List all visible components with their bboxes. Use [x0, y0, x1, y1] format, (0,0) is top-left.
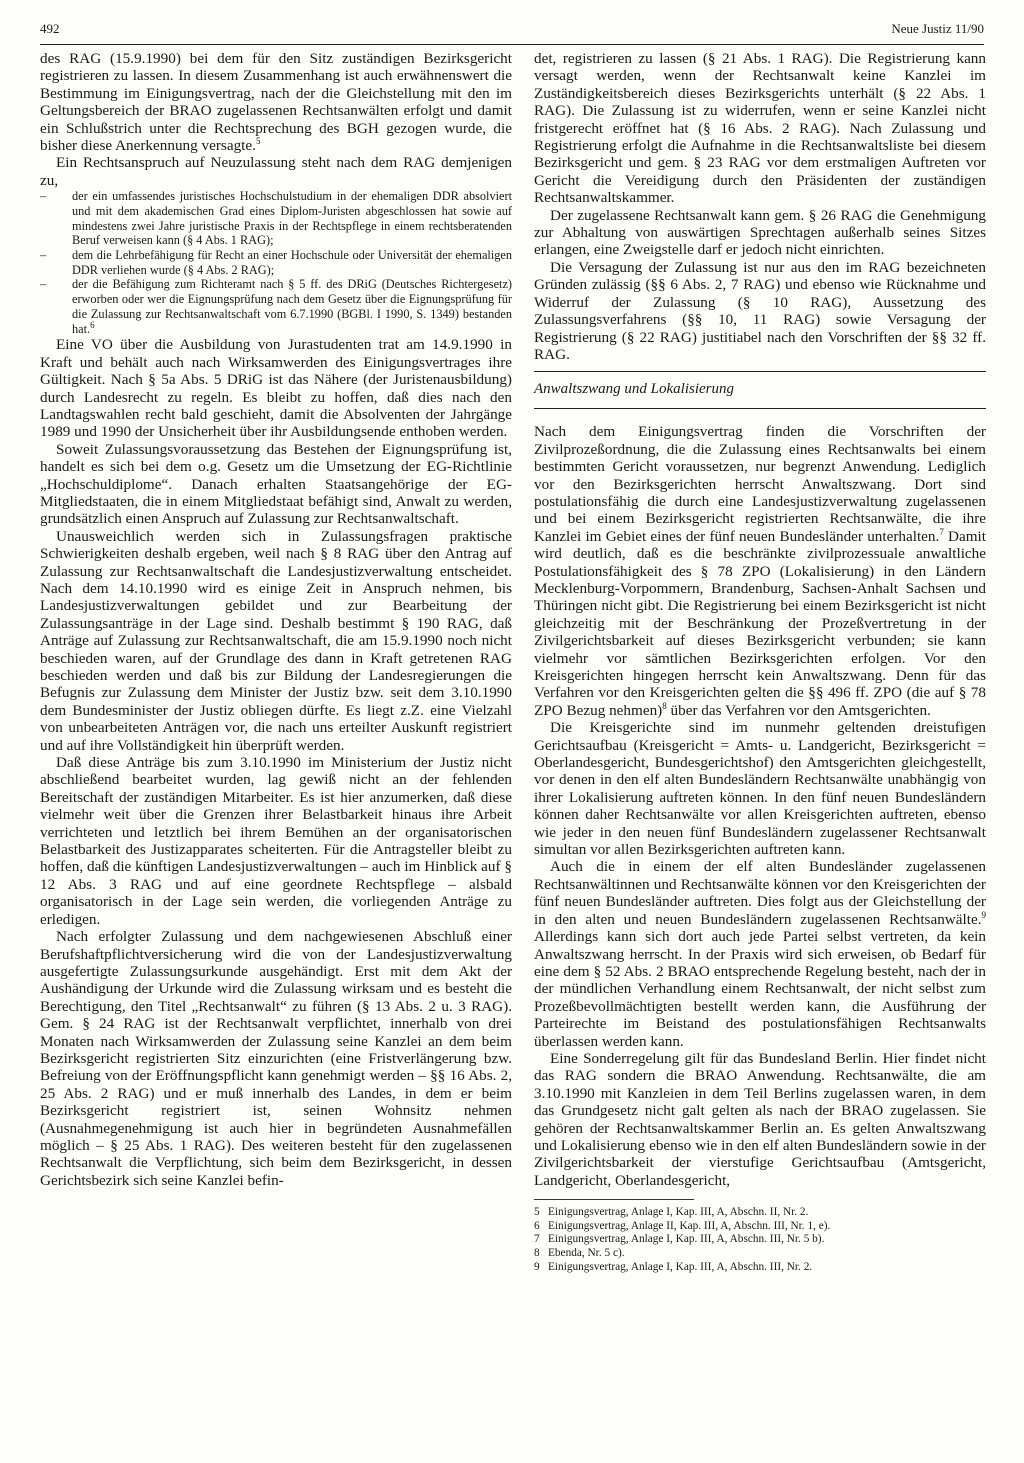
paragraph: des RAG (15.9.1990) bei dem für den Sitz zuständigen Bezirksgericht registrieren zu lassen. In diesem Zusammenhang ist auch erwähnenswert die Bestimmung im Einigungsvertrag, nach der die Gleichstellung mit den im Geltungsbereich der BRAO zugelassenen Rechtsanwälten erfolgt und damit ein Schlußstrich unter die Rechtsprechung des BGH gezogen wurde, die bisher diese Anerkennung versagte.$^5$ [40, 50, 512, 155]
footnote: 5 Einigungsvertrag, Anlage I, Kap. III, A, Abschn. II, Nr. 2. [534, 1206, 809, 1219]
footnotes [534, 1206, 986, 1274]
header-rule [40, 44, 984, 45]
paragraph: Soweit Zulassungsvoraussetzung das Bestehen der Eignungsprüfung ist, handelt es sich bei dem o.g. Gesetz um die Umsetzung der EG-Richtlinie „Hochschuldiplome“. Danach erhalten Staatsangehörige der EG-Mitgliedstaaten, die in einem Mitgliedstaat befähigt sind, Anwalt zu werden, grundsätzlich einen Anspruch auf Zulassung zur Rechtsanwaltschaft. [40, 440, 512, 528]
footnote-ref: 6 [90, 319, 95, 330]
entitlement-list [40, 189, 512, 336]
footnote-ref: 5 [255, 135, 261, 146]
paragraph: Nach dem Einigungsvertrag finden die Vorschriften der Zivilprozeßordnung, die die Zulassung eines Rechtsanwalts bei einem bestimmten Gericht voraussetzen, nur begrenzt Anwendung. Lediglich vor den Bezirksgerichten herrscht Anwaltszwang. Dort sind postulationsfähig die durch eine Landesjustizverwaltung zugelassenen und bei einem Bezirksgericht registrierten Rechtsanwälte, die ihre Kanzlei im Gebiet eines der fünf neuen Bundesländer unterhalten.$^7$ Damit wird deutlich, daß es die beschränkte zivilprozessuale anwaltliche Postulationsfähigkeit des § 78 ZPO (Lokalisierung) in den Ländern Mecklenburg-Vorpommern, Brandenburg, Sachsen-Anhalt Sachsen und Thüringen nicht gibt. Die Registrierung bei einem Bezirksgericht ist nicht gleichzeitig mit der Beschränkung der Prozeßvertretung in der Zivilgerichtsbarkeit auf dieses Bezirksgericht verbunden; sie kann vielmehr vor sämtlichen Bezirksgerichten erfolgen. Vor den Kreisgerichten hingegen herrscht kein Anwaltszwang. Denn für das Verfahren vor den Kreisgerichten gelten die §§ 496 ff. ZPO (die auf § 78 ZPO Bezug nehmen)$^8$ über das Verfahren vor den Amtsgerichten. [534, 423, 986, 719]
footnote: 7 Einigungsvertrag, Anlage I, Kap. III, A, Abschn. III, Nr. 5 b). [534, 1233, 825, 1246]
paragraph: Eine VO über die Ausbildung von Jurastudenten trat am 14.9.1990 in Kraft und behält auch nach Wirksamwerden des Einigungsvertrages ihre Gültigkeit. Nach § 5a Abs. 5 DRiG ist das Nähere (der Juristenausbildung) durch Landesrecht zu regeln. Es bleibt zu hoffen, daß dies nach den Landtagswahlen recht bald geschieht, damit die Absolventen der Jahrgänge 1989 und 1990 der Unsicherheit über ihr Ausbildungsende enthoben werden. [40, 336, 512, 441]
journal-issue: Neue Justiz 11/90 [891, 21, 984, 36]
list-item: – der die Befähigung zum Richteramt nach § 5 ff. des DRiG (Deutsches Richtergesetz) erworben oder wer die Eignungsprüfung nach dem Gesetz über die Eignungsprüfung für die Zulassung zur Rechtsanwaltschaft vom 6.7.1990 (BGBl. I 1990, S. 1349) bestanden hat.$^6$ [40, 277, 512, 336]
right-column [534, 50, 986, 1274]
paragraph: Daß diese Anträge bis zum 3.10.1990 im Ministerium der Justiz nicht abschließend bearbeitet wurden, lag gewiß nicht an der fehlenden Bereitschaft der zuständigen Mitarbeiter. Es ist hier anzumerken, daß diese vielmehr weit über die Grenzen ihrer Belastbarkeit hinaus ihre Arbeit verrichteten und letztlich bei ihrem Bemühen an der organisatorischen Belastbarkeit des Justizapparates scheiterten. Für die Antragsteller bleibt zu hoffen, daß die künftigen Landesjustizverwaltungen – auch im Hinblick auf § 12 Abs. 3 RAG und auf eine geordnete Rechtspflege – alsbald organisatorisch in der Lage sein werden, die vorliegenden Anträge zu erledigen. [40, 754, 512, 928]
paragraph: Eine Sonderregelung gilt für das Bundesland Berlin. Hier findet nicht das RAG sondern die BRAO Anwendung. Rechtsanwälte, die am 3.10.1990 mit Kanzleien in dem Teil Berlins zugelassen waren, in dem das Grundgesetz nicht galt gelten als nach der BRAO zugelassen. Sie gehören der Rechtsanwaltskammer Berlin an. Es gelten Anwaltszwang und Lokalisierung ebenso wie in den elf alten Bundesländern sowie in der Zivilgerichtsbarkeit der vierstufige Gerichtsaufbau (Amtsgericht, Landgericht, Oberlandesgericht, [534, 1049, 986, 1189]
footnote-ref: 8 [662, 700, 667, 711]
paragraph: Auch die in einem der elf alten Bundesländer zugelassenen Rechtsanwältinnen und Rechtsanwälte können vor den Kreisgerichten der fünf neuen Bundesländer auftreten. Dies folgt aus der Gleichstellung der in den alten und neuen Bundesländern zugelassenen Rechtsanwälte.$^9$ Allerdings kann sich dort auch jede Partei selbst vertreten, da kein Anwaltszwang herrscht. In der Praxis wird sich erweisen, ob Bedarf für eine dem § 52 Abs. 2 BRAO entsprechende Regelung besteht, nach der in der mündlichen Verhandlung einem Rechtsanwalt, der nicht selbst zum Prozeßbevollmächtigten bestellt werden kann, die Ausführung der Parteirechte im Beistand des postulationsfähigen Rechtsanwalts überlassen werden kann. [534, 858, 986, 1050]
footnote: 9 Einigungsvertrag, Anlage I, Kap. III, A, Abschn. III, Nr. 2. [534, 1260, 813, 1273]
footnote-ref: 9 [981, 909, 986, 920]
paragraph: Unausweichlich werden sich in Zulassungsfragen praktische Schwierigkeiten deshalb ergeben, weil nach § 8 RAG über den Antrag auf Zulassung zur Rechtsanwaltschaft die Landesjustizverwaltung entscheidet. Nach dem 14.10.1990 wird es einige Zeit in Anspruch nehmen, bis Landesjustizverwaltungen gebildet und zur Bearbeitung der Zulassungsanträge in der Lage sind. Deshalb bestimmt § 190 RAG, daß Anträge auf Zulassung zur Rechtsanwaltschaft, die am 15.9.1990 noch nicht beschieden waren, auf der Grundlage des dann in Kraft getretenen RAG beschieden werden und daß bis zur Bildung der Landesregierungen die Befugnis zur Zulassung dem Minister der Justiz bzw. seit dem 3.10.1990 dem Bundesminister der Justiz obliegen dürfte. Es liegt z.Z. eine Vielzahl von unbearbeiteten Anträgen vor, die nach uns erteilter Auskunft registriert und auf ihre Vollständigkeit hin überprüft werden. [40, 527, 512, 754]
footnote: 8 Ebenda, Nr. 5 c). [534, 1246, 625, 1259]
page-header [40, 18, 984, 40]
list-item: – dem die Lehrbefähigung für Recht an einer Hochschule oder Universität der ehemaligen DDR verliehen wurde (§ 4 Abs. 2 RAG); [40, 248, 512, 277]
page-number: 492 [40, 21, 60, 36]
paragraph: Der zugelassene Rechtsanwalt kann gem. § 26 RAG die Genehmigung zur Abhaltung von auswärtigen Sprechtagen außerhalb seines Sitzes erlangen, eine Zweigstelle darf er jedoch nicht einrichten. [534, 206, 986, 259]
paragraph: Die Versagung der Zulassung ist nur aus den im RAG bezeichneten Gründen zulässig (§§ 6 Abs. 2, 7 RAG) und ebenso wie Rücknahme und Widerruf der Zulassung (§ 10 RAG), Aussetzung des Zulassungsverfahrens (§§ 10, 11 RAG) sowie Versagung der Registrierung (§ 22 RAG) justitiabel nach den Vorschriften der §§ 32 ff. RAG. [534, 258, 986, 363]
paragraph: Nach erfolgter Zulassung und dem nachgewiesenen Abschluß einer Berufshaftpflichtversicherung wird die von der Landesjustizverwaltung ausgefertigte Zulassungsurkunde ausgehändigt. Erst mit dem Akt der Aushändigung der Urkunde wird die Zulassung wirksam und es besteht die Berechtigung, den Titel „Rechtsanwalt“ zu führen (§ 13 Abs. 2 u. 3 RAG). Gem. § 24 RAG ist der Rechtsanwalt verpflichtet, innerhalb von drei Monaten nach Wirksamwerden der Zulassung seine Kanzlei an dem beim Bezirksgericht registrierten Sitz einzurichten (eine Fristverlängerung bzw. Befreiung von der Eröffnungspflicht kann genehmigt werden – §§ 16 Abs. 2, 25 Abs. 2 RAG) und er muß innerhalb des Landes, in dem er beim Bezirksgericht registriert ist, seinen Wohnsitz nehmen (Ausnahmegenehmigung ist auch hier in begründeten Ausnahmefällen möglich – § 25 Abs. 1 RAG). Des weiteren besteht für den zugelassenen Rechtsanwalt die Verpflichtung, sich beim dem Bezirksgericht, in dessen Gerichtsbezirk sich seine Kanzlei befin- [40, 928, 512, 1189]
list-item: – der ein umfassendes juristisches Hochschulstudium in der ehemaligen DDR absolviert und mit dem akademischen Grad eines Diplom-Juristen abgeschlossen hat sowie auf mindestens zwei Jahre juristische Praxis in der Rechtspflege in einem rechtsberatenden Beruf verweisen kann (§ 4 Abs. 1 RAG); [40, 189, 512, 248]
paragraph: det, registrieren zu lassen (§ 21 Abs. 1 RAG). Die Registrierung kann versagt werden, wenn der Rechtsanwalt keine Kanzlei im Zuständigkeitsbereich dieses Bezirksgerichts unterhält (§ 22 Abs. 1 RAG). Die Zulassung ist zu widerrufen, wenn er seine Kanzlei nicht fristgerecht eröffnet hat (§ 16 Abs. 2 RAG). Nach Zulassung und Registrierung erfolgt die Aufnahme in die Rechtsanwaltsliste bei diesem Bezirksgericht und gem. § 23 RAG vor dem erstmaligen Auftreten vor Gericht die Vereidigung durch den Präsidenten der zuständigen Rechtsanwaltskammer. [534, 50, 986, 207]
section-heading: Anwaltszwang und Lokalisierung [534, 371, 986, 409]
footnote-rule [534, 1199, 694, 1200]
footnote-ref: 7 [939, 526, 944, 537]
paragraph: Die Kreisgerichte sind im nunmehr geltenden dreistufigen Gerichtsaufbau (Kreisgericht = Amts- u. Landgericht, Bezirksgericht = Oberlandesgericht, Bundesgerichtshof) den Amtsgerichten gleichgestellt, vor denen in den elf alten Bundesländern Rechtsanwälte unabhängig von ihrer Lokalisierung auftreten können. In den fünf neuen Bundesländern können daher Rechtsanwälte vor allen Kreisgerichten auftreten, ebenso wie jeder in den neuen fünf Bundesländern zugelassener Rechtsanwalt simultan vor allen Bezirksgerichten auftreten kann. [534, 719, 986, 859]
paragraph: Ein Rechtsanspruch auf Neuzulassung steht nach dem RAG demjenigen zu, [40, 154, 512, 189]
footnote: 6 Einigungsvertrag, Anlage II, Kap. III, A, Abschn. III, Nr. 1, e). [534, 1219, 831, 1232]
left-column [40, 50, 512, 1189]
